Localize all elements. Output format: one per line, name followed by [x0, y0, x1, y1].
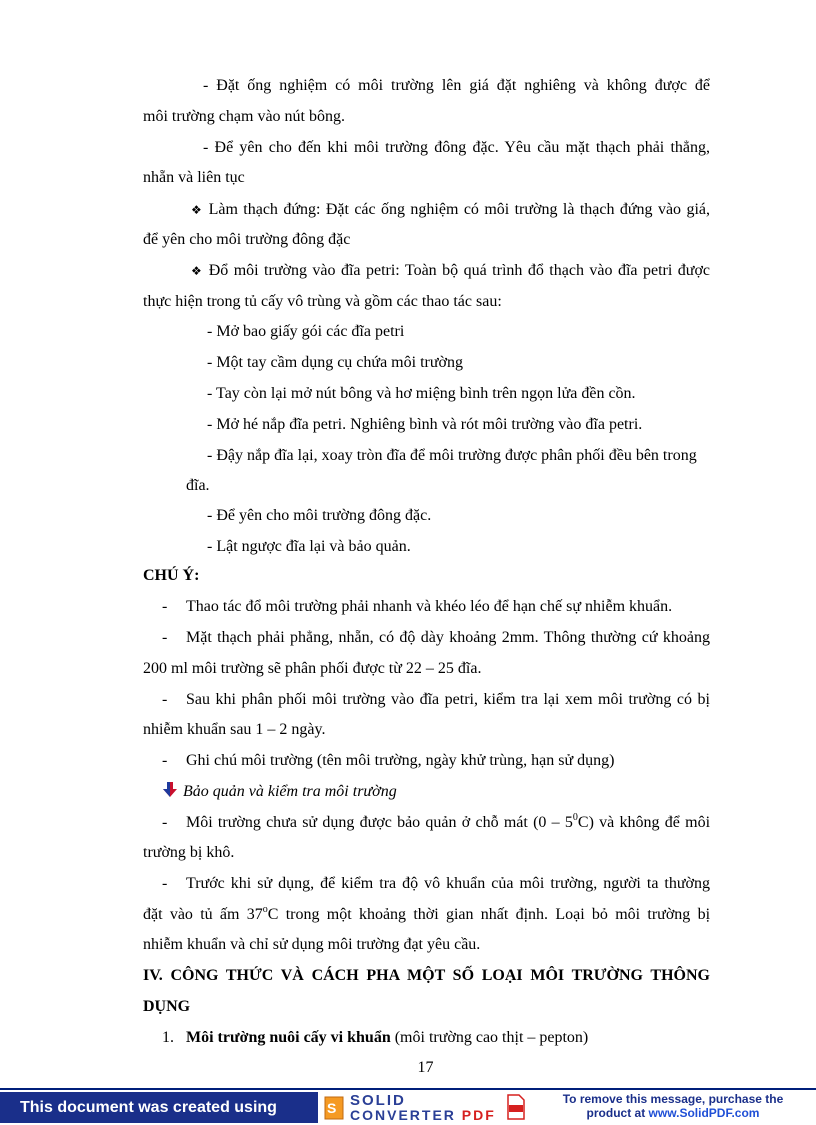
note-dash: - — [162, 752, 168, 769]
paragraph-line — [143, 261, 710, 281]
superscript: o — [262, 903, 268, 915]
footer-right-line-1: To remove this message, purchase the — [562, 1092, 784, 1106]
paragraph-line: - Đặt ống nghiệm có môi trường lên giá đặt nghiêng và không được để — [203, 77, 710, 94]
diamond-bullet-icon: ❖ — [191, 203, 204, 217]
step-item: - Tay còn lại mở nút bông và hơ miệng bình trên ngọn lửa đền cồn. — [207, 385, 636, 402]
list-number: 1. — [162, 1029, 174, 1046]
paragraph-text: Đổ môi trường vào đĩa petri: Toàn bộ quá trình đổ thạch vào đĩa petri được — [208, 262, 711, 279]
superscript: 0 — [572, 811, 578, 823]
step-item: - Để yên cho môi trường đông đặc. — [207, 507, 432, 524]
note-dash: - — [162, 814, 168, 831]
logo-word-converter: CONVERTER — [350, 1107, 462, 1123]
pdf-file-icon — [506, 1094, 526, 1120]
note-text: Ghi chú môi trường (tên môi trường, ngày khử trùng, hạn sử dụng) — [186, 752, 615, 769]
note-dash: - — [162, 629, 168, 646]
storage-text-part: đặt vào tủ ấm 37 — [143, 906, 263, 923]
list-item — [162, 1028, 588, 1048]
note-text: 200 ml môi trường sẽ phân phối được từ 22 – 25 đĩa. — [143, 660, 482, 677]
storage-text — [143, 905, 710, 925]
note-dash: - — [162, 875, 168, 892]
step-item: đĩa. — [186, 477, 210, 494]
storage-text: nhiễm khuẩn và chỉ sử dụng môi trường đạt yêu cầu. — [143, 936, 481, 953]
step-item: - Mở bao giấy gói các đĩa petri — [207, 323, 405, 340]
paragraph-line: để yên cho môi trường đông đặc — [143, 231, 351, 248]
note-text: Thao tác đổ môi trường phải nhanh và khéo léo để hạn chế sự nhiễm khuẩn. — [186, 598, 673, 615]
footer-right-text — [538, 1092, 808, 1123]
solid-converter-logo — [320, 1092, 530, 1123]
logo-line-1: SOLID — [350, 1092, 406, 1109]
paragraph-text: Làm thạch đứng: Đặt các ống nghiệm có môi trường là thạch đứng vào giá, — [208, 201, 710, 218]
section-heading: DỤNG — [143, 998, 191, 1015]
step-item: - Lật ngược đĩa lại và bảo quản. — [207, 538, 411, 555]
list-item-text: (môi trường cao thịt – pepton) — [390, 1029, 589, 1046]
note-dash: - — [162, 598, 168, 615]
footer-right-line-2 — [538, 1106, 808, 1120]
note-text: Mặt thạch phải phẳng, nhẵn, có độ dày khoảng 2mm. Thông thường cứ khoảng — [186, 629, 710, 646]
logo-word-pdf: PDF — [461, 1107, 496, 1123]
note-dash: - — [162, 691, 168, 708]
list-item-title: Môi trường nuôi cấy vi khuẩn — [186, 1029, 391, 1046]
storage-text: Trước khi sử dụng, để kiểm tra độ vô khuẩn của môi trường, người ta thường — [186, 875, 710, 892]
step-item: - Đậy nắp đĩa lại, xoay tròn đĩa để môi trường được phân phối đều bên trong — [207, 447, 697, 464]
paragraph-line: - Để yên cho đến khi môi trường đông đặc. Yêu cầu mặt thạch phải thẳng, — [203, 139, 710, 156]
note-text: Sau khi phân phối môi trường vào đĩa petri, kiểm tra lại xem môi trường có bị — [186, 691, 710, 708]
footer-left-text: This document was created using — [0, 1092, 318, 1123]
note-heading: CHÚ Ý: — [143, 567, 200, 584]
paragraph-line: thực hiện trong tủ cấy vô trùng và gồm các thao tác sau: — [143, 293, 502, 310]
storage-heading — [163, 782, 397, 802]
note-text: nhiễm khuẩn sau 1 – 2 ngày. — [143, 721, 326, 738]
logo-mark-icon — [324, 1096, 346, 1120]
footer-right-line-2-text: product at — [586, 1106, 649, 1120]
section-heading: IV. CÔNG THỨC VÀ CÁCH PHA MỘT SỐ LOẠI MÔI TRƯỜNG THÔNG — [143, 967, 710, 984]
svg-text:S: S — [327, 1100, 337, 1116]
logo-line-2 — [350, 1107, 496, 1123]
step-item: - Mở hé nắp đĩa petri. Nghiêng bình và rót môi trường vào đĩa petri. — [207, 416, 643, 433]
storage-text: trường bị khô. — [143, 844, 235, 861]
storage-text-part: C trong một khoảng thời gian nhất định. Loại bỏ môi trường bị — [267, 906, 711, 923]
solidpdf-link[interactable]: www.SolidPDF.com — [648, 1106, 760, 1120]
paragraph-line — [143, 200, 710, 220]
paragraph-line: môi trường chạm vào nút bông. — [143, 108, 345, 125]
page-number: 17 — [417, 1059, 434, 1076]
paragraph-line: nhẵn và liên tục — [143, 169, 245, 186]
storage-text-part: Môi trường chưa sử dụng được bảo quản ở chỗ mát (0 – 5 — [186, 814, 573, 831]
step-item: - Một tay cầm dụng cụ chứa môi trường — [207, 354, 463, 371]
storage-text — [186, 813, 710, 833]
arrow-down-bullet-icon — [163, 782, 177, 798]
diamond-bullet-icon: ❖ — [191, 264, 204, 278]
storage-text-part: C) và không để môi — [577, 814, 711, 831]
footer-banner — [0, 1088, 816, 1125]
storage-heading-text: Bảo quản và kiểm tra môi trường — [183, 783, 397, 800]
